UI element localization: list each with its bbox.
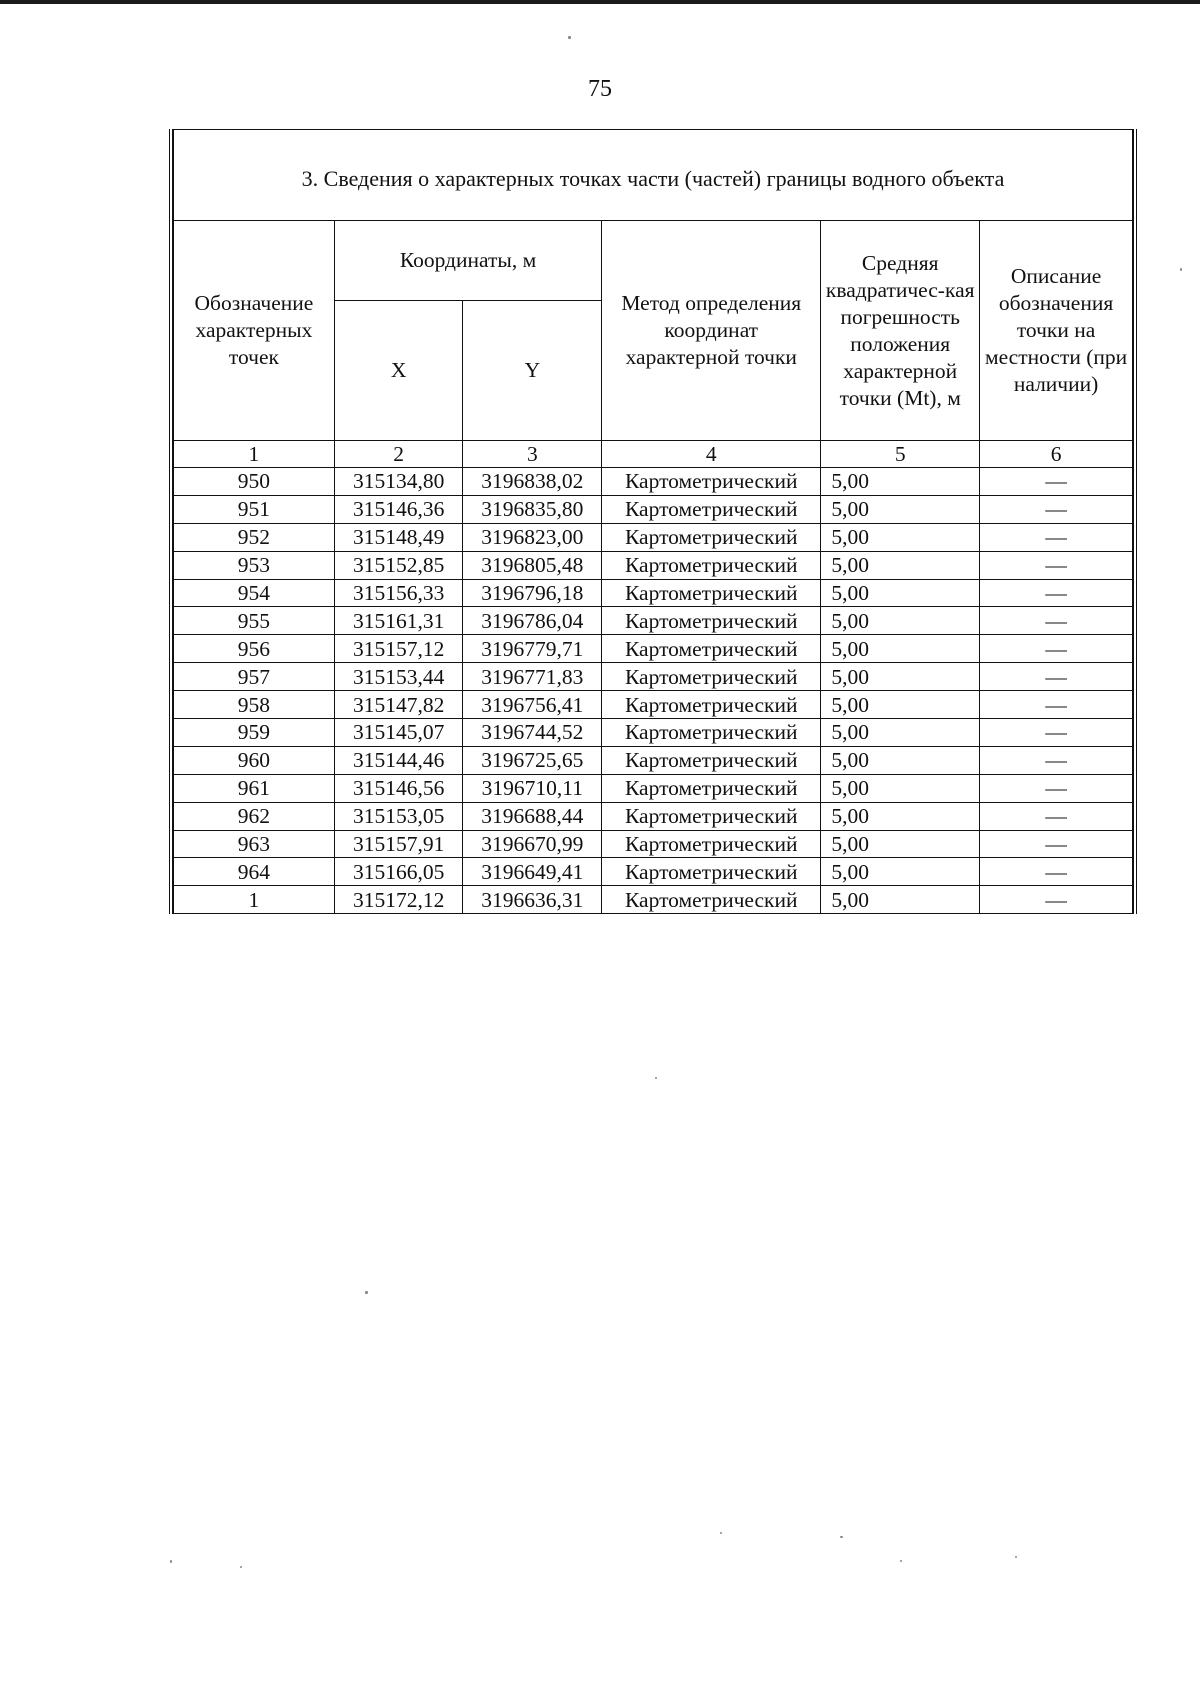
page-number: 75 <box>588 76 612 102</box>
point-id-cell: 955 <box>174 607 335 635</box>
error-cell: 5,00 <box>821 774 980 802</box>
method-cell: Картометрический <box>602 607 821 635</box>
y-coordinate-cell: 3196725,65 <box>463 746 602 774</box>
x-coordinate-cell: 315152,85 <box>334 551 463 579</box>
scan-speck <box>170 1560 172 1563</box>
table-row <box>174 719 1133 747</box>
method-cell: Картометрический <box>602 858 821 886</box>
description-cell: — <box>980 774 1133 802</box>
scan-speck <box>1180 268 1182 271</box>
y-coordinate-cell: 3196710,11 <box>463 774 602 802</box>
point-id-cell: 953 <box>174 551 335 579</box>
x-coordinate-cell: 315146,36 <box>334 495 463 523</box>
table-row <box>174 468 1133 496</box>
point-id-cell: 960 <box>174 746 335 774</box>
error-cell: 5,00 <box>821 495 980 523</box>
scan-speck <box>568 36 571 39</box>
point-id-cell: 963 <box>174 830 335 858</box>
point-id-cell: 964 <box>174 858 335 886</box>
point-id-cell: 956 <box>174 635 335 663</box>
table-row <box>174 802 1133 830</box>
y-coordinate-cell: 3196649,41 <box>463 858 602 886</box>
description-cell: — <box>980 858 1133 886</box>
point-id-cell: 951 <box>174 495 335 523</box>
error-cell: 5,00 <box>821 858 980 886</box>
x-coordinate-cell: 315153,05 <box>334 802 463 830</box>
method-cell: Картометрический <box>602 719 821 747</box>
method-cell: Картометрический <box>602 886 821 914</box>
error-cell: 5,00 <box>821 719 980 747</box>
column-number: 4 <box>602 441 821 468</box>
method-cell: Картометрический <box>602 663 821 691</box>
error-cell: 5,00 <box>821 663 980 691</box>
x-coordinate-cell: 315157,91 <box>334 830 463 858</box>
table-row <box>174 886 1133 914</box>
method-cell: Картометрический <box>602 802 821 830</box>
table-row <box>174 607 1133 635</box>
column-number: 5 <box>821 441 980 468</box>
table-row <box>174 523 1133 551</box>
y-coordinate-cell: 3196838,02 <box>463 468 602 496</box>
x-coordinate-cell: 315161,31 <box>334 607 463 635</box>
table-row <box>174 551 1133 579</box>
method-cell: Картометрический <box>602 830 821 858</box>
scan-speck <box>900 1560 902 1562</box>
y-coordinate-cell: 3196823,00 <box>463 523 602 551</box>
y-coordinate-cell: 3196756,41 <box>463 691 602 719</box>
header-method: Метод определения координат характерной точки <box>602 221 821 441</box>
table-row <box>174 858 1133 886</box>
y-coordinate-cell: 3196744,52 <box>463 719 602 747</box>
boundary-points-table <box>173 129 1133 914</box>
table-row <box>174 830 1133 858</box>
header-error: Средняя квадратичес-кая погрешность положения характерной точки (Mt), м <box>821 221 980 441</box>
error-cell: 5,00 <box>821 635 980 663</box>
point-id-cell: 1 <box>174 886 335 914</box>
y-coordinate-cell: 3196786,04 <box>463 607 602 635</box>
x-coordinate-cell: 315153,44 <box>334 663 463 691</box>
table-frame <box>169 129 1137 914</box>
method-cell: Картометрический <box>602 746 821 774</box>
y-coordinate-cell: 3196636,31 <box>463 886 602 914</box>
description-cell: — <box>980 579 1133 607</box>
scan-speck <box>365 1291 368 1294</box>
error-cell: 5,00 <box>821 802 980 830</box>
x-coordinate-cell: 315166,05 <box>334 858 463 886</box>
point-id-cell: 957 <box>174 663 335 691</box>
error-cell: 5,00 <box>821 579 980 607</box>
header-point-designation: Обозначение характерных точек <box>174 221 335 441</box>
column-number: 6 <box>980 441 1133 468</box>
table-row <box>174 635 1133 663</box>
scan-speck <box>840 1536 843 1538</box>
error-cell: 5,00 <box>821 886 980 914</box>
method-cell: Картометрический <box>602 691 821 719</box>
description-cell: — <box>980 607 1133 635</box>
point-id-cell: 959 <box>174 719 335 747</box>
column-number: 2 <box>334 441 463 468</box>
description-cell: — <box>980 523 1133 551</box>
table-row <box>174 691 1133 719</box>
error-cell: 5,00 <box>821 691 980 719</box>
point-id-cell: 962 <box>174 802 335 830</box>
table-row <box>174 579 1133 607</box>
x-coordinate-cell: 315146,56 <box>334 774 463 802</box>
method-cell: Картометрический <box>602 495 821 523</box>
method-cell: Картометрический <box>602 551 821 579</box>
method-cell: Картометрический <box>602 468 821 496</box>
scan-speck <box>655 1077 657 1079</box>
description-cell: — <box>980 886 1133 914</box>
description-cell: — <box>980 719 1133 747</box>
header-x: X <box>334 301 463 441</box>
x-coordinate-cell: 315148,49 <box>334 523 463 551</box>
error-cell: 5,00 <box>821 746 980 774</box>
table-row <box>174 746 1133 774</box>
x-coordinate-cell: 315156,33 <box>334 579 463 607</box>
x-coordinate-cell: 315144,46 <box>334 746 463 774</box>
description-cell: — <box>980 635 1133 663</box>
point-id-cell: 950 <box>174 468 335 496</box>
description-cell: — <box>980 468 1133 496</box>
table-row <box>174 774 1133 802</box>
header-coordinates: Координаты, м <box>334 221 601 301</box>
scan-speck <box>720 1532 722 1534</box>
method-cell: Картометрический <box>602 523 821 551</box>
table-row <box>174 663 1133 691</box>
y-coordinate-cell: 3196779,71 <box>463 635 602 663</box>
method-cell: Картометрический <box>602 635 821 663</box>
header-y: Y <box>463 301 602 441</box>
x-coordinate-cell: 315134,80 <box>334 468 463 496</box>
point-id-cell: 958 <box>174 691 335 719</box>
header-description: Описание обозначения точки на местности (при наличии) <box>980 221 1133 441</box>
x-coordinate-cell: 315172,12 <box>334 886 463 914</box>
column-number: 1 <box>174 441 335 468</box>
error-cell: 5,00 <box>821 523 980 551</box>
table-title: 3. Сведения о характерных точках части (частей) границы водного объекта <box>174 130 1133 221</box>
error-cell: 5,00 <box>821 468 980 496</box>
method-cell: Картометрический <box>602 579 821 607</box>
error-cell: 5,00 <box>821 830 980 858</box>
scan-top-edge <box>0 0 1200 4</box>
scan-speck <box>240 1566 242 1568</box>
error-cell: 5,00 <box>821 551 980 579</box>
description-cell: — <box>980 691 1133 719</box>
description-cell: — <box>980 551 1133 579</box>
point-id-cell: 954 <box>174 579 335 607</box>
description-cell: — <box>980 802 1133 830</box>
description-cell: — <box>980 746 1133 774</box>
description-cell: — <box>980 495 1133 523</box>
y-coordinate-cell: 3196796,18 <box>463 579 602 607</box>
y-coordinate-cell: 3196835,80 <box>463 495 602 523</box>
point-id-cell: 952 <box>174 523 335 551</box>
x-coordinate-cell: 315157,12 <box>334 635 463 663</box>
column-number: 3 <box>463 441 602 468</box>
method-cell: Картометрический <box>602 774 821 802</box>
x-coordinate-cell: 315147,82 <box>334 691 463 719</box>
description-cell: — <box>980 663 1133 691</box>
error-cell: 5,00 <box>821 607 980 635</box>
table-row <box>174 495 1133 523</box>
column-number-row <box>174 441 1133 468</box>
y-coordinate-cell: 3196688,44 <box>463 802 602 830</box>
description-cell: — <box>980 830 1133 858</box>
point-id-cell: 961 <box>174 774 335 802</box>
scan-speck <box>1015 1556 1017 1558</box>
y-coordinate-cell: 3196771,83 <box>463 663 602 691</box>
x-coordinate-cell: 315145,07 <box>334 719 463 747</box>
y-coordinate-cell: 3196670,99 <box>463 830 602 858</box>
y-coordinate-cell: 3196805,48 <box>463 551 602 579</box>
